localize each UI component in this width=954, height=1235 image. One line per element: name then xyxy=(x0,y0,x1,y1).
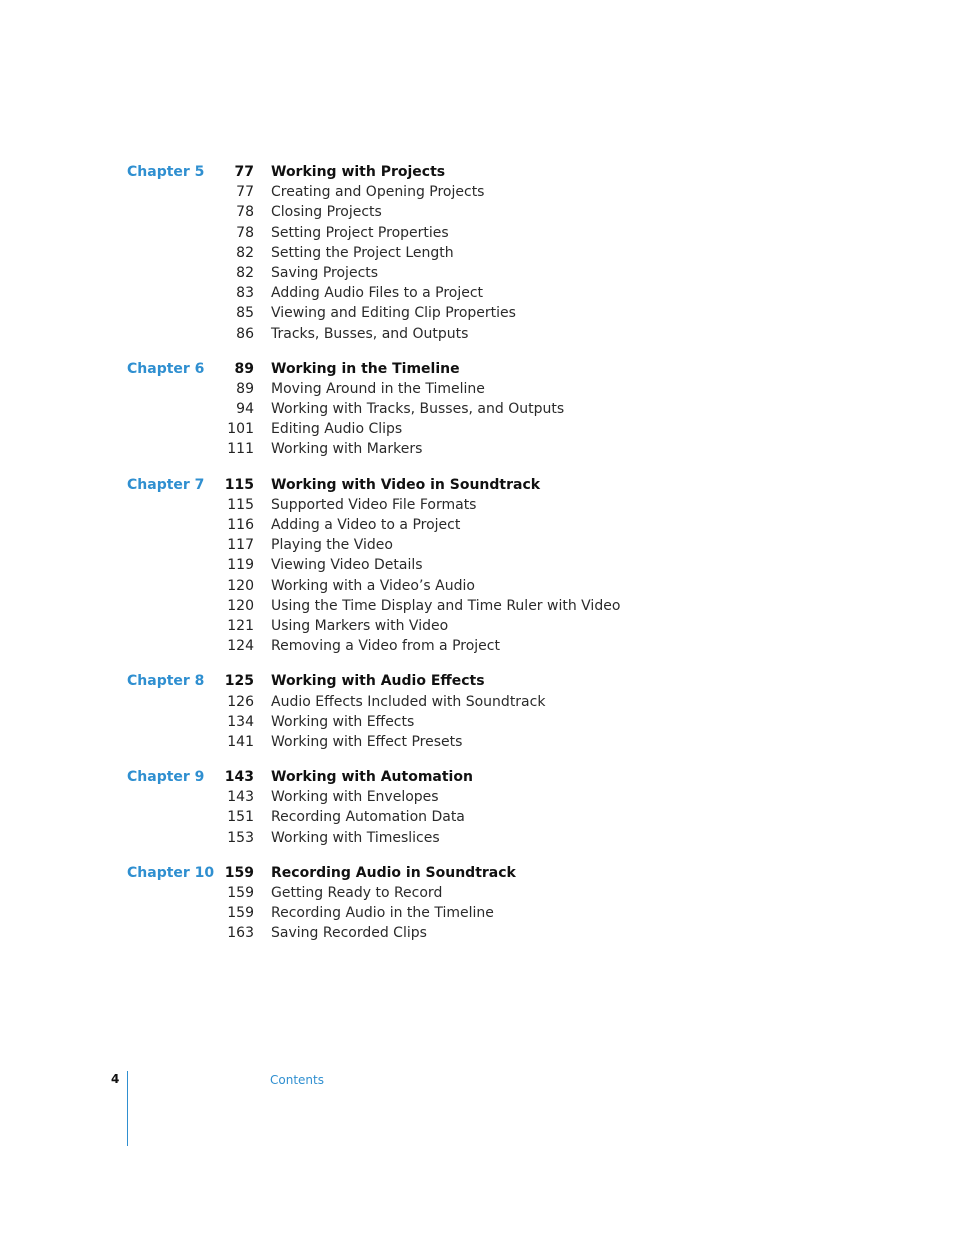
chapter-title: Working with Video in Soundtrack xyxy=(271,476,541,493)
section-row[interactable] xyxy=(0,243,954,263)
section-title: Closing Projects xyxy=(271,204,382,221)
page-number: 83 xyxy=(236,285,254,302)
page-number: 115 xyxy=(227,496,254,513)
chapter-title: Working with Automation xyxy=(271,769,473,786)
section-row[interactable] xyxy=(0,182,954,202)
section-title: Adding a Video to a Project xyxy=(271,517,461,533)
section-row[interactable] xyxy=(0,303,954,323)
chapter-label[interactable]: Chapter 10 xyxy=(127,864,215,881)
section-title: Saving Projects xyxy=(271,264,379,281)
page-number: 78 xyxy=(236,204,254,221)
section-title: Setting the Project Length xyxy=(271,244,454,261)
section-row[interactable] xyxy=(0,495,954,515)
section-row[interactable] xyxy=(0,807,954,827)
page-number: 89 xyxy=(236,380,254,397)
section-title: Working with Effects xyxy=(271,713,415,730)
chapter-block xyxy=(0,475,954,657)
page-number: 143 xyxy=(227,789,254,806)
section-row[interactable] xyxy=(0,223,954,243)
page-number: 159 xyxy=(227,885,254,901)
chapter-block xyxy=(0,863,954,944)
section-row[interactable] xyxy=(0,692,954,712)
section-title: Using the Time Display and Time Ruler with Video xyxy=(271,597,621,614)
footer-page-number: 4 xyxy=(111,1072,120,1086)
chapter-title: Working with Projects xyxy=(271,164,446,180)
section-title: Getting Ready to Record xyxy=(271,885,443,901)
chapter-title-row[interactable] xyxy=(0,359,954,379)
section-row[interactable] xyxy=(0,263,954,283)
chapter-block xyxy=(0,767,954,848)
page-number: 163 xyxy=(227,925,254,942)
section-row[interactable] xyxy=(0,883,954,903)
section-row[interactable] xyxy=(0,399,954,419)
page-number: 82 xyxy=(236,244,254,261)
chapter-block xyxy=(0,359,954,460)
chapter-title: Working in the Timeline xyxy=(271,360,460,377)
section-title: Recording Audio in the Timeline xyxy=(271,905,494,922)
section-title: Viewing and Editing Clip Properties xyxy=(271,305,516,322)
section-row[interactable] xyxy=(0,712,954,732)
page-number: 115 xyxy=(224,476,254,493)
section-row[interactable] xyxy=(0,379,954,399)
section-title: Supported Video File Formats xyxy=(271,496,477,513)
section-title: Working with Markers xyxy=(271,441,423,458)
chapter-label[interactable]: Chapter 9 xyxy=(127,769,205,786)
section-title: Setting Project Properties xyxy=(271,224,449,241)
page-number: 77 xyxy=(234,164,254,180)
page-number: 126 xyxy=(227,693,254,710)
page-number: 82 xyxy=(236,264,254,281)
chapter-label[interactable]: Chapter 6 xyxy=(127,360,205,377)
page-number: 151 xyxy=(227,809,254,826)
section-row[interactable] xyxy=(0,903,954,923)
section-title: Creating and Opening Projects xyxy=(271,184,485,201)
chapter-title: Recording Audio in Soundtrack xyxy=(271,864,516,881)
section-row[interactable] xyxy=(0,828,954,848)
chapter-title-row[interactable] xyxy=(0,671,954,691)
section-title: Working with a Video’s Audio xyxy=(271,577,475,594)
section-row[interactable] xyxy=(0,324,954,344)
footer-section-label: Contents xyxy=(270,1073,324,1087)
page-number: 159 xyxy=(224,864,254,881)
section-title: Audio Effects Included with Soundtrack xyxy=(271,693,546,710)
page-number: 77 xyxy=(236,184,254,201)
page-number: 111 xyxy=(227,441,254,458)
section-row[interactable] xyxy=(0,535,954,555)
chapter-label[interactable]: Chapter 8 xyxy=(127,673,205,690)
chapter-title-row[interactable] xyxy=(0,475,954,495)
table-of-contents xyxy=(0,162,954,959)
section-title: Using Markers with Video xyxy=(271,617,449,634)
section-title: Removing a Video from a Project xyxy=(271,638,500,655)
section-row[interactable] xyxy=(0,439,954,459)
page-number: 124 xyxy=(227,638,254,655)
page-number: 117 xyxy=(227,537,254,554)
chapter-title-row[interactable] xyxy=(0,162,954,182)
page-number: 141 xyxy=(227,733,254,750)
section-row[interactable] xyxy=(0,283,954,303)
section-row[interactable] xyxy=(0,576,954,596)
section-row[interactable] xyxy=(0,555,954,575)
chapter-block xyxy=(0,162,954,344)
page-number: 85 xyxy=(236,305,254,322)
section-row[interactable] xyxy=(0,596,954,616)
page-number: 78 xyxy=(236,224,254,241)
page-number: 119 xyxy=(227,557,254,574)
page-number: 143 xyxy=(224,769,254,786)
page-number: 94 xyxy=(236,401,254,418)
section-row[interactable] xyxy=(0,616,954,636)
section-title: Tracks, Busses, and Outputs xyxy=(271,325,469,342)
section-title: Moving Around in the Timeline xyxy=(271,380,485,397)
chapter-title-row[interactable] xyxy=(0,767,954,787)
page-number: 120 xyxy=(227,597,254,614)
page-number: 153 xyxy=(227,829,254,846)
page-number: 89 xyxy=(234,360,254,377)
section-row[interactable] xyxy=(0,732,954,752)
chapter-label[interactable]: Chapter 5 xyxy=(127,164,205,180)
chapter-title: Working with Audio Effects xyxy=(271,673,485,690)
section-row[interactable] xyxy=(0,202,954,222)
page-number: 159 xyxy=(227,905,254,922)
chapter-title-row[interactable] xyxy=(0,863,954,883)
page-number: 121 xyxy=(227,617,254,634)
section-row[interactable] xyxy=(0,923,954,943)
section-row[interactable] xyxy=(0,515,954,535)
page-number: 125 xyxy=(224,673,254,690)
section-row[interactable] xyxy=(0,636,954,656)
chapter-label[interactable]: Chapter 7 xyxy=(127,476,205,493)
section-title: Playing the Video xyxy=(271,537,393,554)
section-title: Working with Timeslices xyxy=(271,829,440,846)
section-title: Viewing Video Details xyxy=(271,557,423,574)
section-row[interactable] xyxy=(0,419,954,439)
section-title: Adding Audio Files to a Project xyxy=(271,285,484,302)
section-title: Working with Effect Presets xyxy=(271,733,463,750)
page-number: 86 xyxy=(236,325,254,342)
footer-divider xyxy=(127,1071,128,1146)
page-number: 101 xyxy=(227,421,254,438)
section-title: Recording Automation Data xyxy=(271,809,465,826)
section-row[interactable] xyxy=(0,787,954,807)
page-number: 120 xyxy=(227,577,254,594)
chapter-block xyxy=(0,671,954,752)
section-title: Editing Audio Clips xyxy=(271,421,403,438)
section-title: Working with Tracks, Busses, and Outputs xyxy=(271,401,565,418)
page-number: 134 xyxy=(227,713,254,730)
section-title: Saving Recorded Clips xyxy=(271,925,427,942)
section-title: Working with Envelopes xyxy=(271,789,439,806)
page-number: 116 xyxy=(227,517,254,533)
